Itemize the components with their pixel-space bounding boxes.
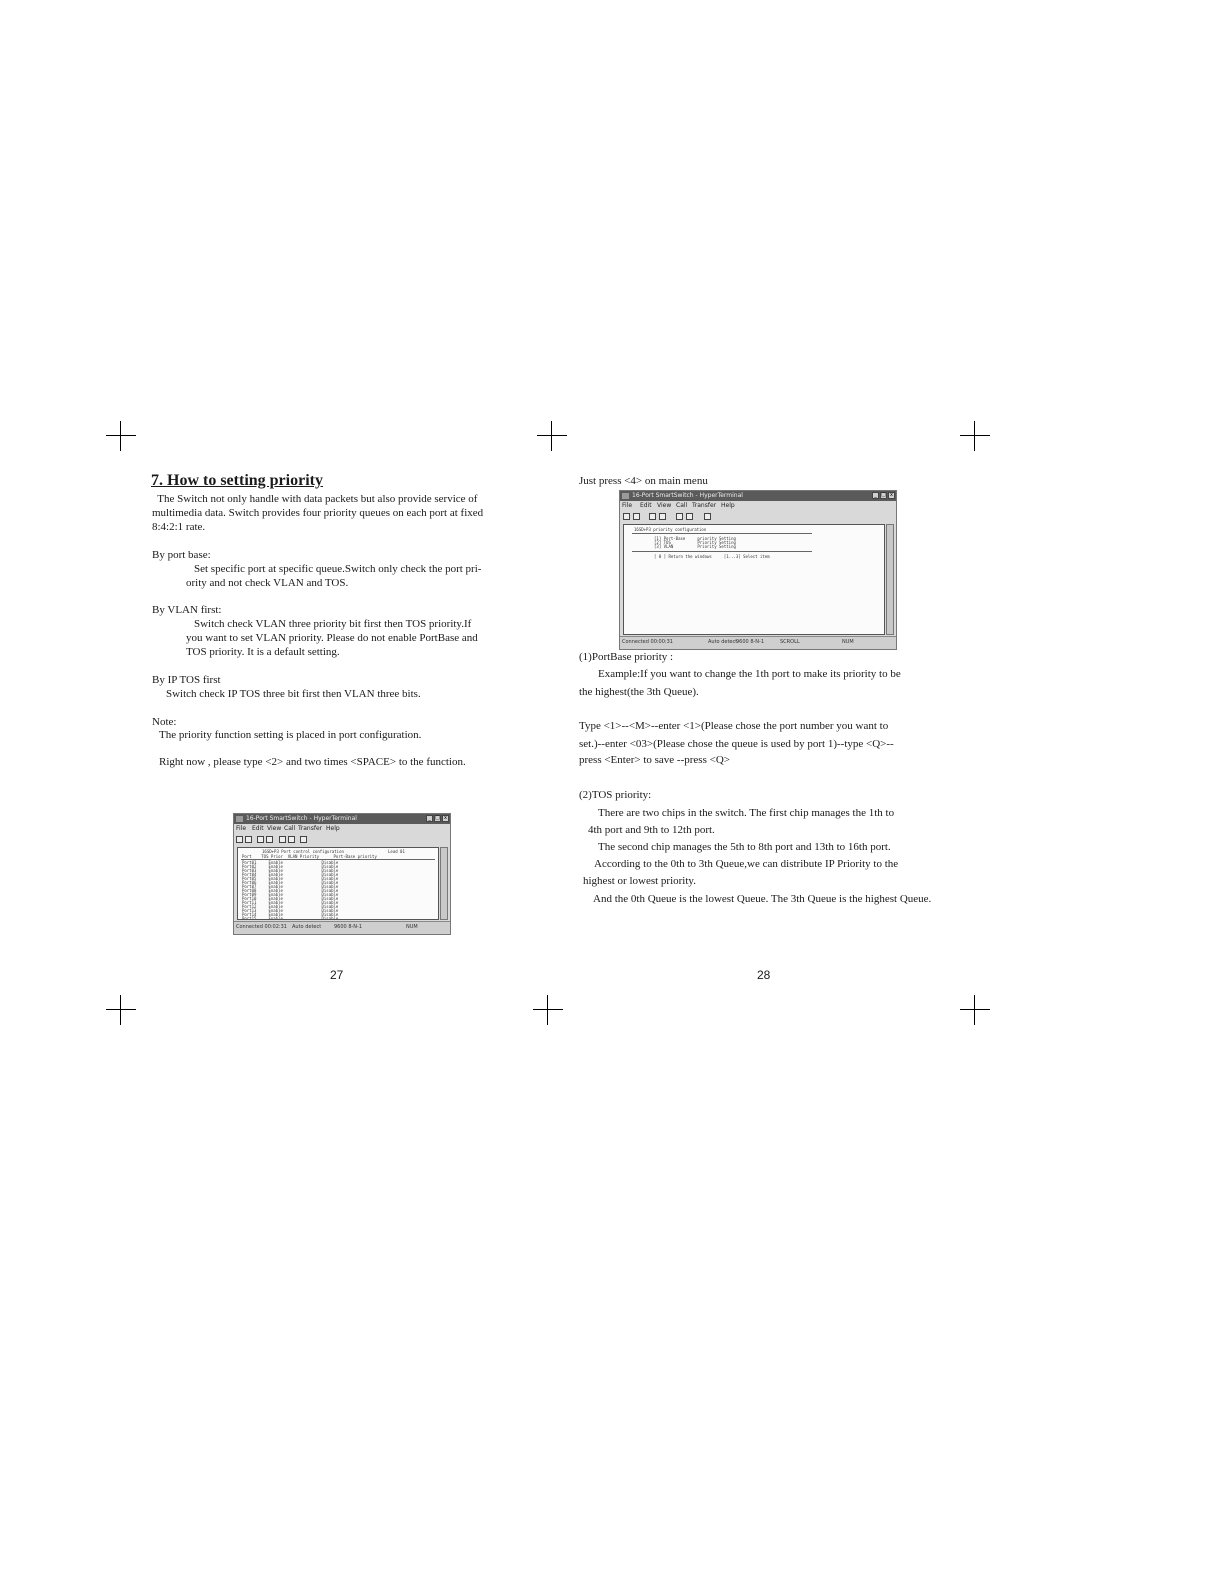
menu-bar — [620, 501, 896, 511]
vlan-first-line: you want to set VLAN priority. Please do not enable PortBase and — [186, 632, 478, 644]
tos-line: The second chip manages the 5th to 8th port and 13th to 16th port. — [598, 841, 891, 853]
vlan-first-line: TOS priority. It is a default setting. — [186, 646, 340, 658]
menu-transfer[interactable]: Transfer — [692, 502, 717, 509]
close-icon[interactable]: x — [442, 815, 449, 822]
menu-call[interactable]: Call — [284, 825, 296, 832]
status-baud: 9600 8-N-1 — [334, 924, 363, 930]
menu-edit[interactable]: Edit — [252, 825, 264, 832]
terminal-row: Port03 Enable Disable — [242, 868, 339, 873]
new-icon[interactable] — [623, 513, 630, 520]
menu-option[interactable]: [1] Port-Base priority Setting — [654, 536, 736, 541]
status-bar — [234, 921, 450, 934]
crop-mark-bottom-right — [960, 995, 990, 1025]
terminal-footer: [ 0 ] Return the windows [1...3] Select item — [654, 554, 770, 559]
terminal-row: Port10 Enable Disable — [242, 896, 339, 901]
crop-mark-top-center — [537, 421, 567, 451]
terminal-row: Port13 Enable Disable — [242, 908, 339, 913]
tos-heading: (2)TOS priority: — [579, 789, 652, 801]
send-icon[interactable] — [676, 513, 683, 520]
properties-icon[interactable] — [704, 513, 711, 520]
terminal-screen — [237, 847, 439, 920]
receive-icon[interactable] — [288, 836, 295, 843]
port-base-heading: By port base: — [152, 549, 211, 561]
portbase-line: the highest(the 3th Queue). — [579, 686, 699, 698]
window-titlebar — [620, 491, 896, 501]
portbase-heading: (1)PortBase priority : — [579, 651, 674, 663]
main-menu-instruction: Just press <4> on main menu — [579, 475, 708, 487]
open-icon[interactable] — [245, 836, 252, 843]
note-instruction: Right now , please type <2> and two times <SPACE> to the function. — [159, 756, 466, 768]
terminal-icon — [622, 493, 629, 499]
status-connected: Connected 00:00:31 — [622, 639, 673, 645]
terminal-header: 16SD+P3 Port control configuration — [262, 849, 344, 854]
terminal-row: Port01 Enable Disable — [242, 860, 339, 865]
open-icon[interactable] — [633, 513, 640, 520]
menu-option[interactable]: [3] VLAN Priority Setting — [654, 544, 736, 549]
vlan-first-line: Switch check VLAN three priority bit first then TOS priority.If — [194, 618, 472, 630]
toolbar — [234, 834, 450, 845]
tos-line: And the 0th Queue is the lowest Queue. The 3th Queue is the highest Queue. — [593, 893, 932, 905]
section-title: 7. How to setting priority — [151, 472, 323, 489]
status-num: NUM — [406, 924, 418, 930]
type-instruction-line: press <Enter> to save --press <Q> — [579, 754, 730, 766]
terminal-row: Port14 Enable Disable — [242, 912, 339, 917]
terminal-row: Port05 Enable Disable — [242, 876, 339, 881]
status-bar — [620, 636, 896, 649]
tos-line: highest or lowest priority. — [583, 875, 696, 887]
menu-bar — [234, 824, 450, 834]
terminal-row: Port11 Enable Disable — [242, 900, 339, 905]
terminal-row: Port07 Enable Disable — [242, 884, 339, 889]
menu-help[interactable]: Help — [326, 825, 340, 832]
window-title: 16-Port SmartSwitch - HyperTerminal — [246, 815, 357, 822]
page-number: 27 — [330, 968, 344, 982]
intro-line: The Switch not only handle with data packets but also provide service of — [152, 493, 478, 505]
status-detect: Auto detect — [292, 924, 322, 930]
new-icon[interactable] — [236, 836, 243, 843]
portbase-line: Example:If you want to change the 1th port to make its priority to be — [598, 668, 901, 680]
menu-transfer[interactable]: Transfer — [298, 825, 323, 832]
priority-config-screenshot — [619, 490, 897, 650]
note-heading: Note: — [152, 716, 177, 728]
disconnect-icon[interactable] — [266, 836, 273, 843]
terminal-row: Port02 Enable Disable — [242, 864, 339, 869]
ip-tos-heading: By IP TOS first — [152, 674, 221, 686]
menu-edit[interactable]: Edit — [640, 502, 652, 509]
terminal-header-right: Lead 01 — [388, 849, 405, 854]
port-control-screenshot — [233, 813, 451, 935]
menu-call[interactable]: Call — [676, 502, 688, 509]
tos-line: According to the 0th to 3th Queue,we can distribute IP Priority to the — [594, 858, 899, 870]
window-titlebar — [234, 814, 450, 824]
ip-tos-line: Switch check IP TOS three bit first then VLAN three bits. — [166, 688, 421, 700]
status-connected: Connected 00:02:31 — [236, 924, 287, 930]
status-detect: Auto detect — [708, 639, 738, 645]
connect-icon[interactable] — [257, 836, 264, 843]
disconnect-icon[interactable] — [659, 513, 666, 520]
note-line: The priority function setting is placed in port configuration. — [159, 729, 422, 741]
terminal-row: Port09 Enable Disable — [242, 892, 339, 897]
menu-help[interactable]: Help — [721, 502, 735, 509]
vertical-scrollbar[interactable] — [440, 847, 448, 920]
minimize-icon[interactable]: _ — [872, 492, 879, 499]
tos-line: There are two chips in the switch. The first chip manages the 1th to — [598, 807, 895, 819]
terminal-header: 16SD+P3 priority configuration — [634, 527, 707, 532]
crop-mark-bottom-left — [106, 995, 136, 1025]
window-title: 16-Port SmartSwitch - HyperTerminal — [632, 492, 743, 499]
maximize-icon[interactable]: □ — [435, 815, 440, 821]
menu-view[interactable]: View — [657, 502, 672, 509]
intro-line: multimedia data. Switch provides four priority queues on each port at fixed — [152, 507, 484, 519]
menu-file[interactable]: File — [622, 502, 633, 509]
terminal-columns: Port TOS Prior VLAN Priority Port-Base priority — [242, 854, 377, 859]
divider — [632, 533, 812, 534]
menu-option[interactable]: [2] TOS Priority Setting — [654, 540, 736, 545]
menu-file[interactable]: File — [236, 825, 247, 832]
intro-line: 8:4:2:1 rate. — [152, 521, 206, 533]
maximize-icon[interactable]: □ — [881, 492, 886, 498]
page-number: 28 — [757, 968, 771, 982]
port-base-line: ority and not check VLAN and TOS. — [186, 577, 349, 589]
terminal-row: Port12 Enable Disable — [242, 904, 339, 909]
send-icon[interactable] — [279, 836, 286, 843]
receive-icon[interactable] — [686, 513, 693, 520]
status-scroll: SCROLL — [780, 639, 800, 645]
menu-view[interactable]: View — [267, 825, 282, 832]
status-num: NUM — [842, 639, 854, 645]
type-instruction-line: Type <1>--<M>--enter <1>(Please chose the port number you want to — [579, 720, 889, 732]
connect-icon[interactable] — [649, 513, 656, 520]
vertical-scrollbar[interactable] — [886, 524, 894, 635]
type-instruction-line: set.)--enter <03>(Please chose the queue is used by port 1)--type <Q>-- — [579, 738, 894, 750]
properties-icon[interactable] — [300, 836, 307, 843]
terminal-row: Port04 Enable Disable — [242, 872, 339, 877]
close-icon[interactable]: x — [888, 492, 895, 499]
crop-mark-bottom-center — [533, 995, 563, 1025]
terminal-screen — [623, 524, 885, 635]
crop-mark-top-left — [106, 421, 136, 451]
terminal-row: Port06 Enable Disable — [242, 880, 339, 885]
toolbar — [620, 511, 896, 522]
status-baud: 9600 8-N-1 — [736, 639, 765, 645]
terminal-row: Port08 Enable Disable — [242, 888, 339, 893]
crop-mark-top-right — [960, 421, 990, 451]
minimize-icon[interactable]: _ — [426, 815, 433, 822]
vlan-first-heading: By VLAN first: — [152, 604, 222, 616]
terminal-row: Port15 Enable Disable — [242, 916, 339, 920]
terminal-icon — [236, 816, 243, 822]
tos-line: 4th port and 9th to 12th port. — [588, 824, 715, 836]
divider — [632, 551, 812, 552]
port-base-line: Set specific port at specific queue.Switch only check the port pri- — [194, 563, 482, 575]
